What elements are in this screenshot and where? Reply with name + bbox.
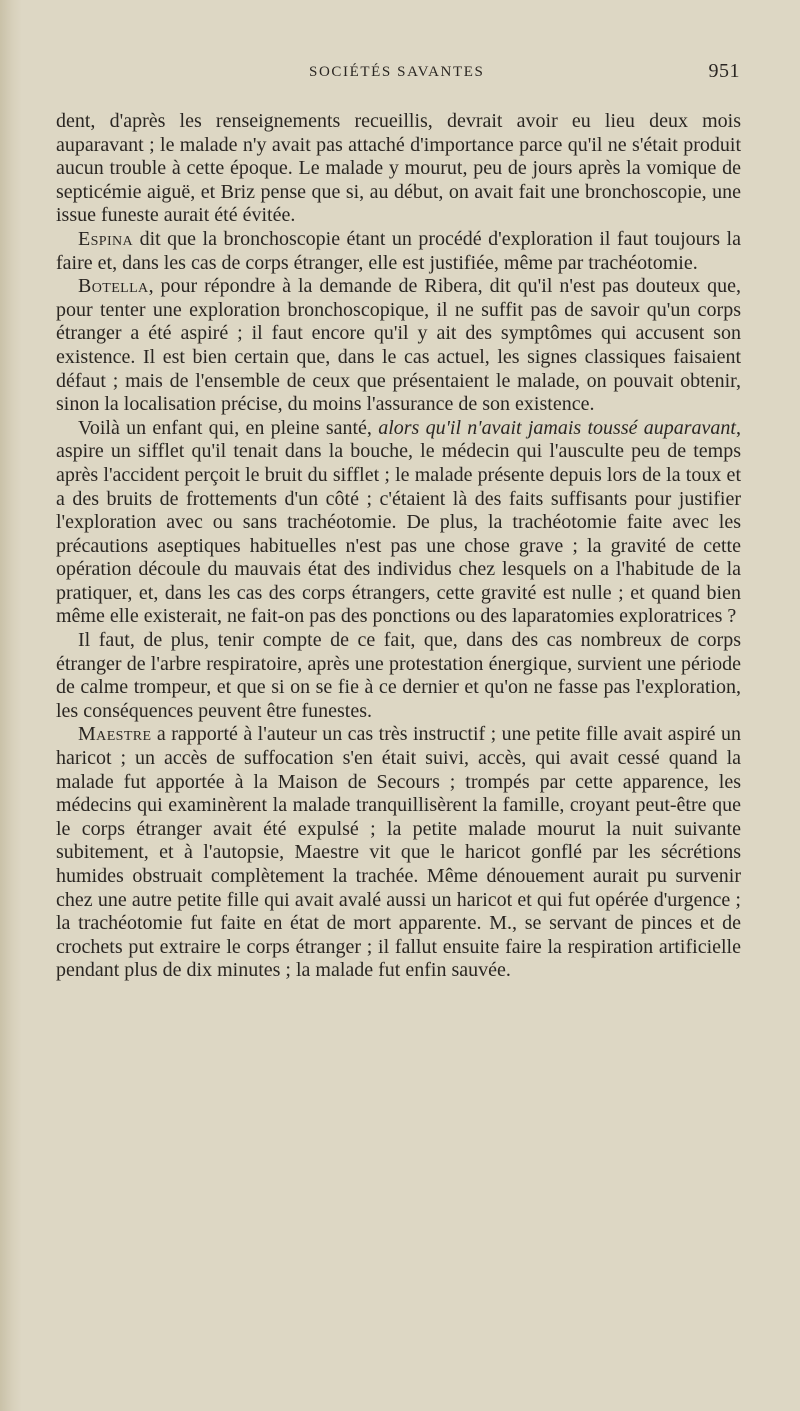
- paragraph-espina: [56, 228, 741, 275]
- page-number: 951: [708, 60, 740, 82]
- paragraph-text: dent, d'après les renseignements recueillis, devrait avoir eu lieu deux mois auparavant ; le malade n'y avait pas attaché d'importance parce qu'il ne s'était produit aucun trouble à cette époque. Le malade y mourut, peu de jours après la vomique de septicémie aiguë, et Briz pense que si, au début, on avait fait une bronchoscopie, une issue funeste aurait été évitée.: [56, 110, 741, 227]
- paragraph-text: , pour répondre à la demande de Ribera, dit qu'il n'est pas douteux que, pour tenter une exploration bronchoscopique, il ne suffit pas de savoir qu'un corps étranger a été aspiré ; il faut encore qu'il y ait des symptômes qui accusent son existence. Il est bien certain que, dans le cas actuel, les signes classiques faisaient défaut ; mais de l'ensemble de ceux que présentaient le malade, on pouvait obtenir, sinon la localisation précise, du moins l'assurance de son existence.: [56, 275, 741, 416]
- paragraph-text-before: Voilà un enfant qui, en pleine santé,: [78, 416, 379, 439]
- paragraph-maestre: [56, 723, 741, 983]
- paragraph-continuation: [56, 110, 741, 228]
- page-header: [56, 60, 740, 90]
- running-title: SOCIÉTÉS SAVANTES: [309, 64, 485, 80]
- page-gutter-shadow: [0, 0, 22, 1411]
- paragraph-sifflet-case: [56, 417, 741, 629]
- paragraph-text: a rapporté à l'auteur un cas très instructif ; une petite fille avait aspiré un haricot ; un accès de suffocation s'en était suivi, accès, qui avait cessé quand la malade fut apportée à la Maison de Secours ; trompés par cette apparence, les médecins qui examinèrent la malade tranquillisèrent la famille, croyant peut-être que le corps étranger avait été expulsé ; la petite malade mourut la nuit suivante subitement, et à l'autopsie, Maestre vit que le haricot gonflé par les sécrétions humides obstruait complètement la trachée. Même dénouement aurait pu survenir chez une autre petite fille qui avait avalé aussi un haricot et qui fut opérée d'urgence ; la trachéotomie fut faite en état de mort apparente. M., se servant de pinces et de crochets put extraire le corps étranger ; il fallut ensuite faire la respiration artificielle pendant plus de dix minutes ; la malade fut enfin sauvée.: [56, 723, 741, 982]
- speaker-name: Maestre: [78, 723, 152, 746]
- body-text: [56, 110, 741, 983]
- paragraph-botella: [56, 275, 741, 417]
- speaker-name: Espina: [78, 227, 134, 250]
- paragraph-text: dit que la bronchoscopie étant un procédé d'exploration il faut toujours la faire et, dans les cas de corps étranger, elle est justifiée, même par trachéotomie.: [56, 227, 741, 274]
- paragraph-text: Il faut, de plus, tenir compte de ce fait, que, dans des cas nombreux de corps étranger de l'arbre respiratoire, après une protestation énergique, survient une période de calme trompeur, et que si on se fie à ce dernier et qu'on ne fasse pas l'exploration, les conséquences peuvent être funestes.: [56, 629, 741, 722]
- speaker-name: Botella: [78, 275, 149, 298]
- paragraph-text-after: , aspire un sifflet qu'il tenait dans la bouche, le médecin qui l'ausculte peu de temps après l'accident perçoit le bruit du sifflet ; le malade présente depuis lors de la toux et a des bruits de frottements d'un côté ; c'étaient là des faits suffisants pour justifier l'exploration avec ou sans trachéotomie. De plus, la trachéotomie faite avec les précautions aseptiques habituelles n'est pas une chose grave ; la gravité de cette opération découle du mauvais état des individus chez lesquels on a l'habitude de la pratiquer, et, dans les cas des corps étrangers, cette gravité est nulle ; et quand bien même elle existerait, ne fait-on pas des ponctions ou des laparatomies exploratrices ?: [56, 416, 741, 628]
- italic-emphasis: alors qu'il n'avait jamais toussé auparavant: [378, 416, 736, 439]
- paragraph-calme-trompeur: [56, 629, 741, 723]
